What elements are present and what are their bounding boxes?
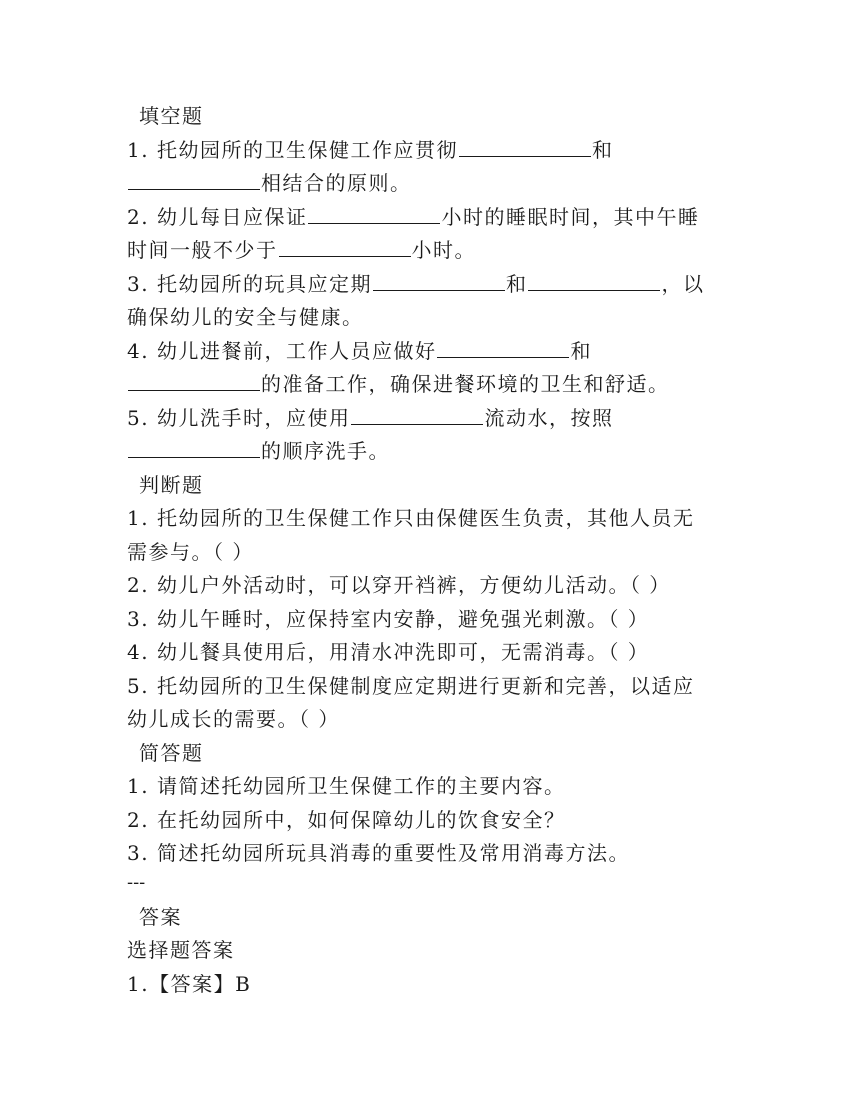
question-text: 相结合的原则。 <box>261 171 412 195</box>
question-text: 3. 托幼园所的玩具应定期 <box>127 271 372 296</box>
answer-blank <box>373 270 505 291</box>
answer-blank <box>351 404 483 425</box>
fill-blank-section-title: 填空题 <box>139 104 204 128</box>
question-text: 确保幼儿的安全与健康。 <box>127 305 364 329</box>
answer-blank <box>459 136 591 157</box>
true-false-question-3: 3. 幼儿午睡时，应保持室内安静，避免强光刺激。（ ） <box>127 606 650 631</box>
short-answer-question-1: 1. 请简述托幼园所卫生保健工作的主要内容。 <box>127 774 566 798</box>
question-text: 1. 托幼园所的卫生保健工作应贯彻 <box>127 137 458 162</box>
question-text: 和 <box>505 271 528 296</box>
question-text: 小时的睡眠时间，其中午睡 <box>441 204 700 229</box>
document-body <box>127 100 727 1001</box>
fill-blank-question-1 <box>127 134 727 168</box>
question-text: 的顺序洗手。 <box>261 439 390 463</box>
answer-blank <box>528 270 660 291</box>
question-text: ，以 <box>661 271 705 296</box>
answer-blank <box>128 437 260 458</box>
fill-blank-question-4-cont <box>127 368 727 402</box>
short-answer-section-title: 简答题 <box>139 740 204 765</box>
true-false-question-1-cont: 需参与。（ ） <box>127 539 254 564</box>
fill-blank-question-4 <box>127 335 727 369</box>
true-false-question-1: 1. 托幼园所的卫生保健工作只由保健医生负责，其他人员无 <box>127 506 695 530</box>
true-false-question-5-cont: 幼儿成长的需要。（ ） <box>127 707 340 731</box>
fill-blank-question-2 <box>127 201 727 235</box>
answers-subtitle: 选择题答案 <box>127 938 235 962</box>
true-false-section-title: 判断题 <box>139 472 204 497</box>
question-text: 流动水，按照 <box>484 405 614 430</box>
answer-item-1: 1.【答案】B <box>127 971 252 996</box>
fill-blank-question-5-cont <box>127 435 727 469</box>
question-text: 时间一般不少于 <box>127 238 278 262</box>
answer-blank <box>308 203 440 224</box>
answer-blank <box>128 370 260 391</box>
question-text: 2. 幼儿每日应保证 <box>127 204 308 229</box>
question-text: 4. 幼儿进餐前，工作人员应做好 <box>127 338 437 363</box>
horizontal-divider: --- <box>127 871 146 893</box>
question-text: 和 <box>591 137 614 162</box>
fill-blank-question-3-cont <box>127 301 727 335</box>
fill-blank-question-3 <box>127 268 727 302</box>
short-answer-question-2: 2. 在托幼园所中，如何保障幼儿的饮食安全？ <box>127 807 566 832</box>
short-answer-question-3: 3. 简述托幼园所玩具消毒的重要性及常用消毒方法。 <box>127 841 630 865</box>
true-false-question-4: 4. 幼儿餐具使用后，用清水冲洗即可，无需消毒。（ ） <box>127 640 650 664</box>
answer-blank <box>128 169 260 190</box>
answer-blank <box>279 236 411 257</box>
answers-section-title: 答案 <box>139 904 182 929</box>
question-text: 和 <box>570 338 592 363</box>
fill-blank-question-1-cont <box>127 167 727 201</box>
true-false-question-5: 5. 托幼园所的卫生保健制度应定期进行更新和完善，以适应 <box>127 673 695 698</box>
question-text: 小时。 <box>411 238 476 262</box>
question-text: 的准备工作，确保进餐环境的卫生和舒适。 <box>261 372 670 396</box>
fill-blank-question-2-cont <box>127 234 727 268</box>
fill-blank-question-5 <box>127 402 727 436</box>
question-text: 5. 幼儿洗手时，应使用 <box>127 405 351 430</box>
answer-blank <box>437 337 569 358</box>
true-false-question-2: 2. 幼儿户外活动时，可以穿开裆裤，方便幼儿活动。（ ） <box>127 573 671 597</box>
